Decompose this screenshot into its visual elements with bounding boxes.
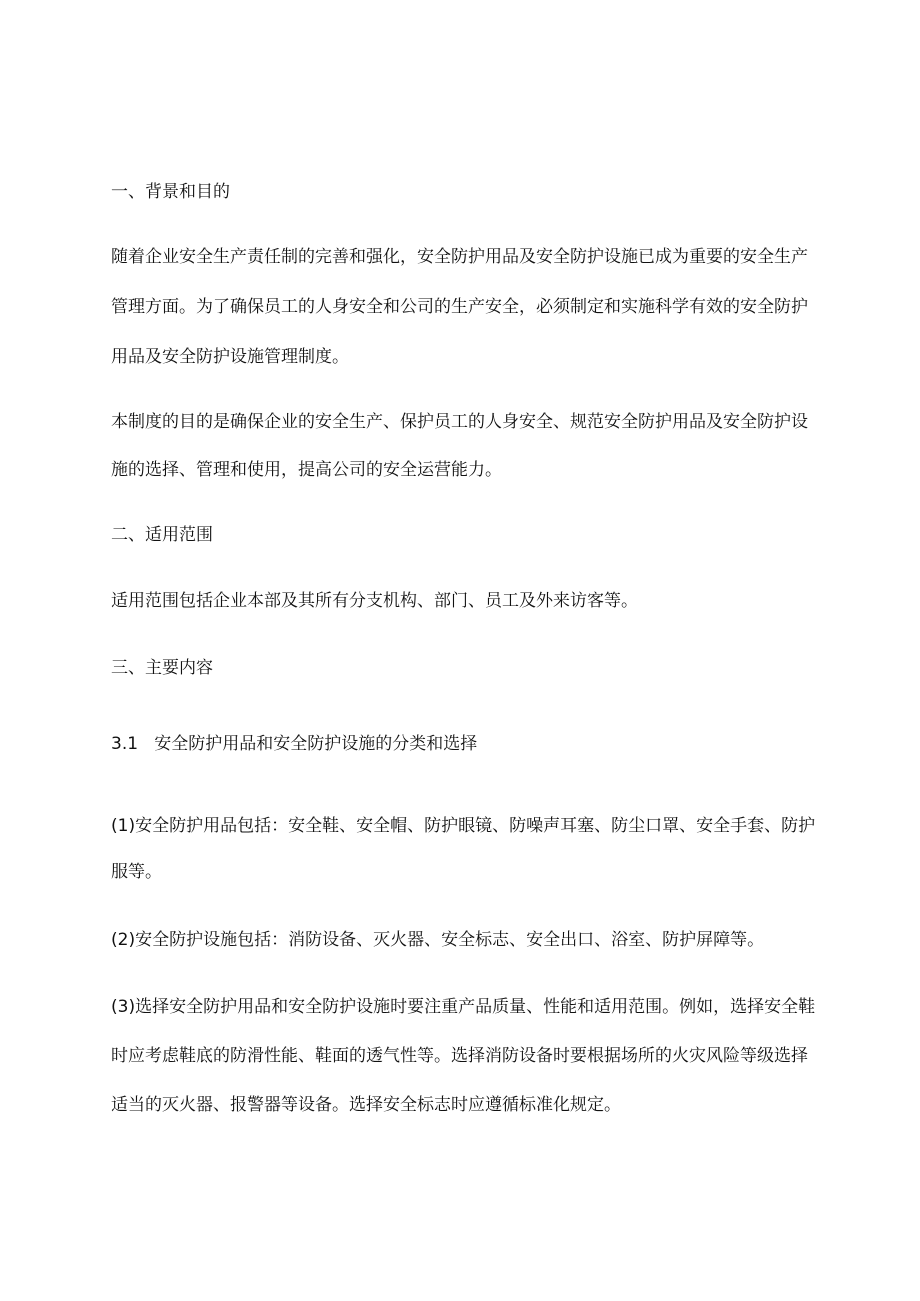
section-heading-main-content: 三、主要内容 — [111, 658, 213, 678]
subsection-heading: 3.1 安全防护用品和安全防护设施的分类和选择 — [111, 734, 478, 754]
paragraph-line: 用品及安全防护设施管理制度。 — [111, 347, 349, 367]
paragraph-line: 服等。 — [111, 862, 162, 882]
section-heading-scope: 二、适用范围 — [111, 525, 213, 545]
paragraph-line: 时应考虑鞋底的防滑性能、鞋面的透气性等。选择消防设备时要根据场所的火灾风险等级选择 — [111, 1046, 808, 1066]
paragraph-line: 适当的灭火器、报警器等设备。选择安全标志时应遵循标准化规定。 — [111, 1095, 621, 1115]
paragraph-line: (1)安全防护用品包括：安全鞋、安全帽、防护眼镜、防噪声耳塞、防尘口罩、安全手套、防护 — [111, 816, 816, 836]
paragraph-line: 本制度的目的是确保企业的安全生产、保护员工的人身安全、规范安全防护用品及安全防护设 — [111, 412, 808, 432]
section-heading-background: 一、背景和目的 — [111, 182, 230, 202]
paragraph-line: 管理方面。为了确保员工的人身安全和公司的生产安全，必须制定和实施科学有效的安全防护 — [111, 297, 808, 317]
paragraph-line: 随着企业安全生产责任制的完善和强化，安全防护用品及安全防护设施已成为重要的安全生产 — [111, 247, 808, 267]
paragraph-line: (3)选择安全防护用品和安全防护设施时要注重产品质量、性能和适用范围。例如，选择安全鞋 — [111, 997, 816, 1017]
paragraph-line: 施的选择、管理和使用，提高公司的安全运营能力。 — [111, 460, 502, 480]
paragraph-line: (2)安全防护设施包括：消防设备、灭火器、安全标志、安全出口、浴室、防护屏障等。 — [111, 930, 765, 950]
paragraph-line: 适用范围包括企业本部及其所有分支机构、部门、员工及外来访客等。 — [111, 591, 638, 611]
